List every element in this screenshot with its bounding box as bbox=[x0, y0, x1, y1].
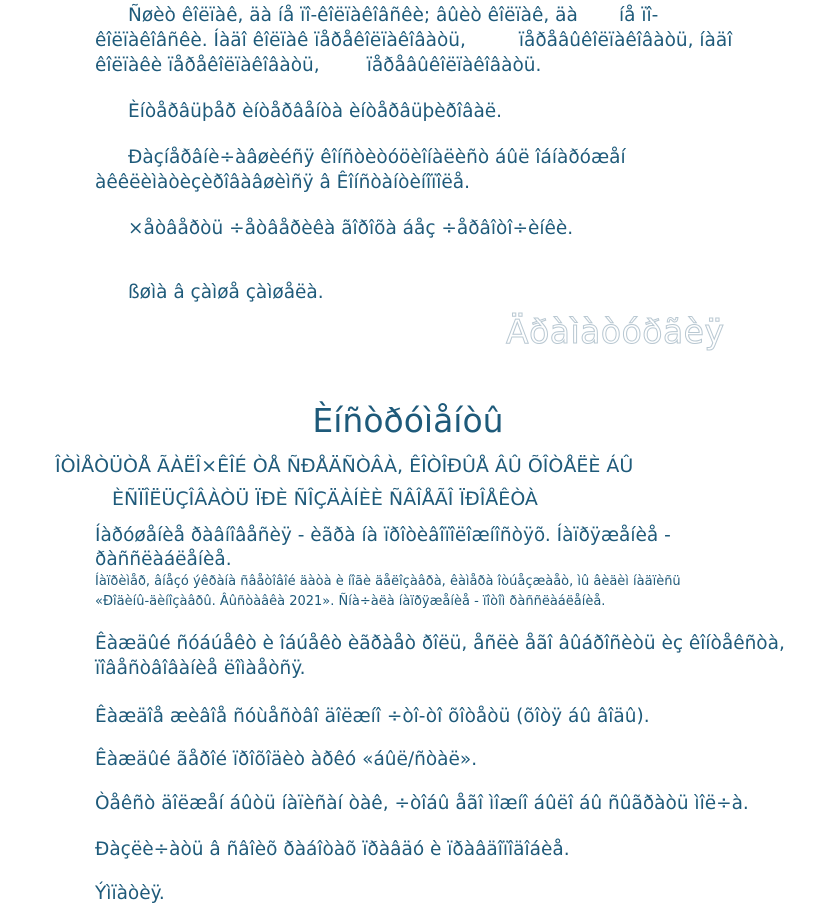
tool-item-3: Êàæäîå æèâîå ñóùåñòâî äîëæíî ÷òî-òî õîòåòü (õîòÿ áû âîäû). bbox=[95, 706, 650, 727]
paragraph-interviewer: Èíòåðâüþåð èíòåðâåíòà èíòåðâüþèðîâàë. bbox=[128, 101, 503, 122]
intro-line-2: êîëïàêîâñêè. Íàäî êîëïàê ïåðåêîëïàêîâàòü, ïåðåâûêîëïàêîâàòü, íàäî bbox=[95, 30, 733, 51]
paragraph-constitutionalist-line-2: àêêëèìàòèçèðîâàâøèìñÿ â Êîíñòàíòèíîïîëå. bbox=[95, 172, 471, 193]
tool-item-1-example-line-2: «Ðîäèíû-äèíîçàâðû. Âûñòàâêà 2021». Ñíà÷àëà íàïðÿæåíèå - ïîòîì ðàññëàáëåíèå. bbox=[95, 594, 606, 609]
instructions-line-2: ÈÑÏÎËÜÇÎÂÀÒÜ ÏÐÈ ÑÎÇÄÀÍÈÈ ÑÂÎÅÃÎ ÏÐÎÅÊÒÀ bbox=[112, 488, 538, 510]
paragraph-constitutionalist-line-1: Ðàçíåðâíè÷àâøèéñÿ êîíñòèòóöèîíàëèñò áûë îáíàðóæåí bbox=[128, 147, 626, 168]
intro-line-1: Ñøèò êîëïàê, äà íå ïî-êîëïàêîâñêè; âûèò êîëïàê, äà íå ïî- bbox=[128, 5, 659, 26]
intro-line-3: êîëïàêè ïåðåêîëïàêîâàòü, ïåðåâûêîëïàêîâàòü. bbox=[95, 55, 542, 76]
dramaturgy-watermark: Äðàìàòóðãèÿ bbox=[506, 312, 725, 351]
tool-item-1-example-line-1: Íàïðèìåð, âíåçó ýêðàíà ñâåòîâîé äàòà è íîãè äåëîçàâðà, êàìåðà îòúåçæàåò, ìû âèäèì íàäïèñü bbox=[95, 574, 681, 589]
paragraph-suede: ßøìà â çàìøå çàìøåëà. bbox=[128, 282, 324, 303]
tool-item-1-line-1: Íàðóøåíèå ðàâíîâåñèÿ - èãðà íà ïðîòèâîïîëîæíîñòÿõ. Íàïðÿæåíèå - bbox=[95, 525, 671, 546]
section-heading-tools: Èíñòðóìåíòû bbox=[312, 401, 504, 440]
tool-item-2-line-2: ïîâåñòâîâàíèå ëîìàåòñÿ. bbox=[95, 658, 306, 679]
tool-item-5: Òåêñò äîëæåí áûòü íàïèñàí òàê, ÷òîáû åãî ìîæíî áûëî áû ñûãðàòü ìîë÷à. bbox=[95, 793, 749, 814]
tool-item-6: Ðàçëè÷àòü â ñâîèõ ðàáîòàõ ïðàâäó è ïðàâäîïîäîáèå. bbox=[95, 839, 570, 860]
tool-item-7: Ýìïàòèÿ. bbox=[95, 883, 165, 904]
tool-item-1-line-2: ðàññëàáëåíèå. bbox=[95, 549, 232, 570]
instructions-line-1: ÎÒÌÅÒÜÒÅ ÃÀËÎ×ÊÎÉ ÒÅ ÑÐÅÄÑÒÂÀ, ÊÎÒÎÐÛÅ ÂÛ ÕÎÒÅËÈ ÁÛ bbox=[55, 455, 634, 477]
tool-item-2-line-1: Êàæäûé ñóáúåêò è îáúåêò èãðàåò ðîëü, åñëè åãî âûáðîñèòü èç êîíòåêñòà, bbox=[95, 633, 785, 654]
paragraph-peas: ×åòâåðòü ÷åòâåðèêà ãîðîõà áåç ÷åðâîòî÷èíêè. bbox=[128, 218, 574, 239]
tool-item-4: Êàæäûé ãåðîé ïðîõîäèò àðêó «áûë/ñòàë». bbox=[95, 749, 478, 770]
